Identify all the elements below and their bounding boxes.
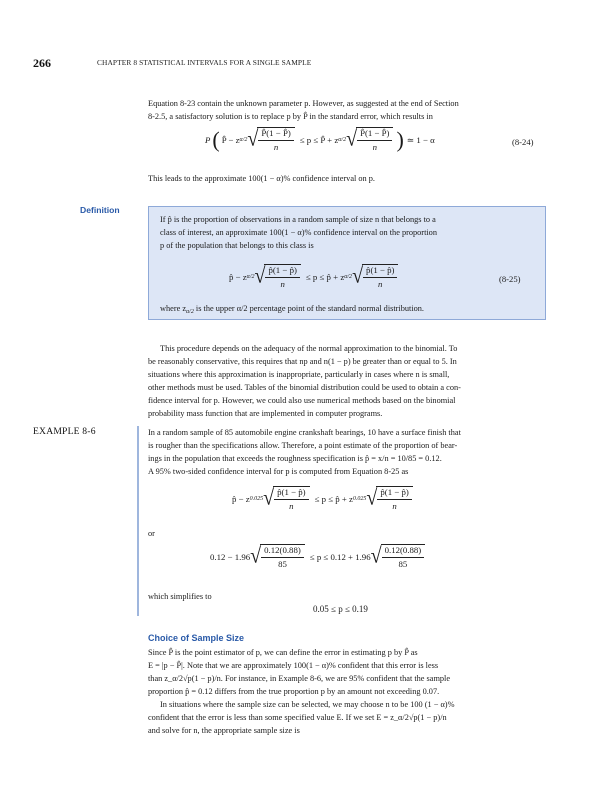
eq-right-sub: 0.025 [352,496,367,502]
sample-line: than z_α/2√p(1 − p)/n. For instance, in Example 8-6, we are 95% confident that the sample [148,674,451,683]
intro-line: 8-2.5, a satisfactory solution is to replace p by P̂ in the standard error, which results in [148,112,433,121]
example-line: is rougher than the specifications allow. Therefore, a point estimate of the proportion of bear- [148,441,458,450]
sample-line: E = |p − P̂|. Note that we are approximately 100(1 − α)% confident that this error is less [148,661,439,670]
fraction-denominator: n [372,142,377,152]
eq-left-sub: 0.025 [249,496,264,502]
eq-mid: ≤ p ≤ p̂ + z [314,494,353,504]
equation-8-25 [229,261,398,293]
eq-left: 0.12 − 1.96 [210,552,251,562]
sqrt: √ $\frac{0.12(0.88)}{85}$ [250,544,305,570]
eq-rhs-sub: α/2 [338,137,347,143]
paragraph-line: situations where this approximation is inappropriate, particularly in cases where n is small, [148,370,450,379]
eq-approx: ≃ 1 − α [406,134,435,145]
after-equation-text: This leads to the approximate 100(1 − α)% confidence interval on p. [148,174,375,183]
chapter-title: CHAPTER 8 STATISTICAL INTERVALS FOR A SINGLE SAMPLE [97,58,312,67]
or-text: or [148,529,155,538]
fraction-numerator: p̂(1 − p̂) [265,265,299,278]
fraction-numerator: 0.12(0.88) [261,545,304,558]
example-line: In a random sample of 85 automobile engine crankshaft bearings, 10 have a surface finish that [148,428,461,437]
definition-box [148,206,546,320]
fraction-denominator: n [280,279,285,289]
example-result: 0.05 ≤ p ≤ 0.19 [313,604,368,614]
sample-line: proportion p̂ = 0.12 differs from the true proportion p by an amount not exceeding 0.07. [148,687,440,696]
intro-line: Equation 8-23 contain the unknown parameter p. However, as suggested at the end of Section [148,99,459,108]
example-equation-1 [232,483,413,515]
open-paren: ( [212,127,220,152]
section-heading: Choice of Sample Size [148,633,245,643]
paragraph-line: probability mass function that are implemented in computer programs. [148,409,383,418]
simplifies-text: which simplifies to [148,592,212,601]
sqrt: √ $\frac{0.12(0.88)}{85}$ [371,544,426,570]
sample-line: Since P̂ is the point estimator of p, we can define the error in estimating p by P̂ as [148,648,418,657]
fraction-denominator: n [273,142,279,152]
example-line: ings in the population that exceeds the roughness specification is p̂ = x/n = 10/85 = 0.12. [148,454,442,463]
sqrt: √ $\frac{P̂(1 - P̂)}{n}$ [346,127,393,153]
equation-number: (8-25) [499,274,521,284]
eq-lhs: P̂ − z [221,135,240,145]
sample-line: In situations where the sample size can be selected, we may choose n to be 100 (1 − α)% [160,700,455,709]
sqrt: √ $\frac{p̂(1 - p̂)}{n}$ [263,486,309,512]
fraction-numerator: p̂(1 − p̂) [377,487,411,500]
fraction-denominator: 85 [398,559,408,569]
fraction-numerator: P̂(1 − P̂) [357,128,392,141]
paragraph-line: other methods must be used. Tables of the binomial distribution could be used to obtain a con- [148,383,461,392]
fraction-denominator: n [289,501,294,511]
fraction-denominator: 85 [278,559,287,569]
eq-mid: ≤ p ≤ p̂ + z [305,272,345,282]
eq-middle: ≤ p ≤ P̂ + z [299,135,339,145]
close-paren: ) [396,127,404,152]
eq-right-sub: α/2 [344,274,353,280]
sqrt: √ $\frac{P̂(1 - P̂)}{n}$ [247,127,294,153]
fraction-numerator: p̂(1 − p̂) [363,265,397,278]
eq-mid: ≤ p ≤ 0.12 + 1.96 [309,552,371,562]
sqrt: √ $\frac{p̂(1 - p̂)}{n}$ [366,486,412,512]
paragraph-line: This procedure depends on the adequacy of the normal approximation to the binomial. To [160,344,458,353]
adequacy-paragraph [148,342,546,420]
sample-size-text [148,646,546,737]
where-sub: α/2 [186,309,194,315]
intro-paragraph [148,97,546,123]
where-prefix: where z [160,304,187,313]
sqrt: √ $\frac{p̂(1 - p̂)}{n}$ [255,264,301,290]
definition-line: If p̂ is the proportion of observations in a random sample of size n that belongs to a [160,215,436,224]
equation-number: (8-24) [512,137,534,147]
paragraph-line: fidence interval for p. However, we could also use numerical methods based on the binomial [148,396,456,405]
sqrt: √ $\frac{p̂(1 - p̂)}{n}$ [352,264,398,290]
paragraph-line: be reasonably conservative, this requires that np and n(1 − p) be greater than or equal to 5. In [148,357,457,366]
fraction-denominator: n [392,501,397,511]
example-text [148,426,546,478]
eq-lhs-sub: α/2 [239,137,248,143]
example-rule [137,426,139,616]
definition-line: p of the population that belongs to this class is [160,241,314,250]
fraction-numerator: 0.12(0.88) [382,545,425,558]
fraction-numerator: P̂(1 − P̂) [258,128,293,141]
definition-text [160,213,540,252]
where-rest: is the upper α/2 percentage point of the standard normal distribution. [193,304,425,313]
fraction-numerator: p̂(1 − p̂) [274,487,308,500]
definition-label: Definition [80,205,120,215]
example-equation-2 [210,541,425,573]
definition-line: class of interest, an approximate 100(1 − α)% confidence interval on the proportion [160,228,437,237]
equation-8-24 [205,123,435,157]
sample-line: and solve for n, the appropriate sample size is [148,726,300,735]
example-line: A 95% two-sided confidence interval for p is computed from Equation 8-25 as [148,467,409,476]
example-label: EXAMPLE 8-6 [33,426,96,437]
fraction-denominator: n [378,279,383,289]
eq-left: p̂ − z [229,272,247,282]
sample-line: confident that the error is less than some specified value E. If we set E = z_α/2√p(1 − p)/n [148,713,447,722]
eq-prefix: P [205,135,211,145]
definition-where [160,302,540,319]
page-number: 266 [33,56,51,70]
eq-left-sub: α/2 [246,274,255,280]
eq-left: p̂ − z [232,494,250,504]
